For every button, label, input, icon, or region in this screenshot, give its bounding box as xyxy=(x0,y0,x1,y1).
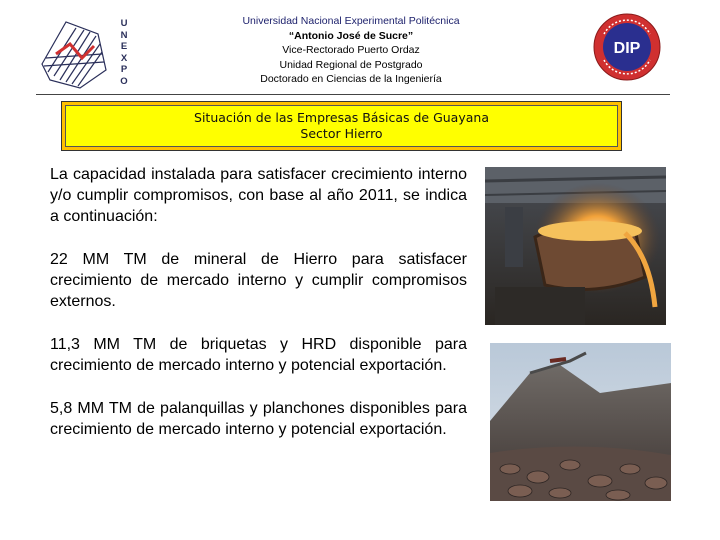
unexpo-letter: X xyxy=(120,52,128,64)
unexpo-letter: U xyxy=(120,18,128,29)
dip-logo xyxy=(592,12,662,82)
slide-title: Situación de las Empresas Básicas de Guayana xyxy=(194,110,489,125)
unexpo-letter: N xyxy=(120,29,128,41)
unexpo-letter: E xyxy=(120,41,128,52)
institution-header xyxy=(150,14,552,87)
unexpo-letter: P xyxy=(120,64,128,75)
vice-rectorate: Vice-Rectorado Puerto Ordaz xyxy=(282,44,420,56)
steel-mill-photo xyxy=(485,167,666,325)
university-name: Universidad Nacional Experimental Politécnica xyxy=(242,15,460,27)
doctorate-program: Doctorado en Ciencias de la Ingeniería xyxy=(260,73,442,85)
university-eponym: “Antonio José de Sucre” xyxy=(288,29,414,42)
slide-subtitle: Sector Hierro xyxy=(300,126,383,141)
billets-paragraph: 5,8 MM TM de palanquillas y planchones disponibles para crecimiento de mercado interno y potencial exportación. xyxy=(50,400,467,438)
iron-ore-paragraph: 22 MM TM de mineral de Hierro para satisfacer crecimiento de mercado interno y cumplir compromisos externos. xyxy=(50,251,467,310)
body-text xyxy=(50,164,467,462)
title-inner xyxy=(65,105,618,147)
unexpo-letters xyxy=(118,18,130,87)
postgraduate-unit: Unidad Regional de Postgrado xyxy=(279,58,423,71)
briquettes-paragraph: 11,3 MM TM de briquetas y HRD disponible para crecimiento de mercado interno y potencial exportación. xyxy=(50,336,467,374)
intro-paragraph: La capacidad instalada para satisfacer crecimiento interno y/o cumplir compromisos, con base al año 2011, se indica a continuación: xyxy=(50,166,467,225)
dip-logo-text: DIP xyxy=(613,40,641,57)
header-divider xyxy=(36,94,670,95)
title-box xyxy=(61,101,622,151)
unexpo-map-emblem xyxy=(42,22,106,88)
briquette-pile-photo xyxy=(490,343,671,501)
unexpo-letter: O xyxy=(120,75,128,87)
